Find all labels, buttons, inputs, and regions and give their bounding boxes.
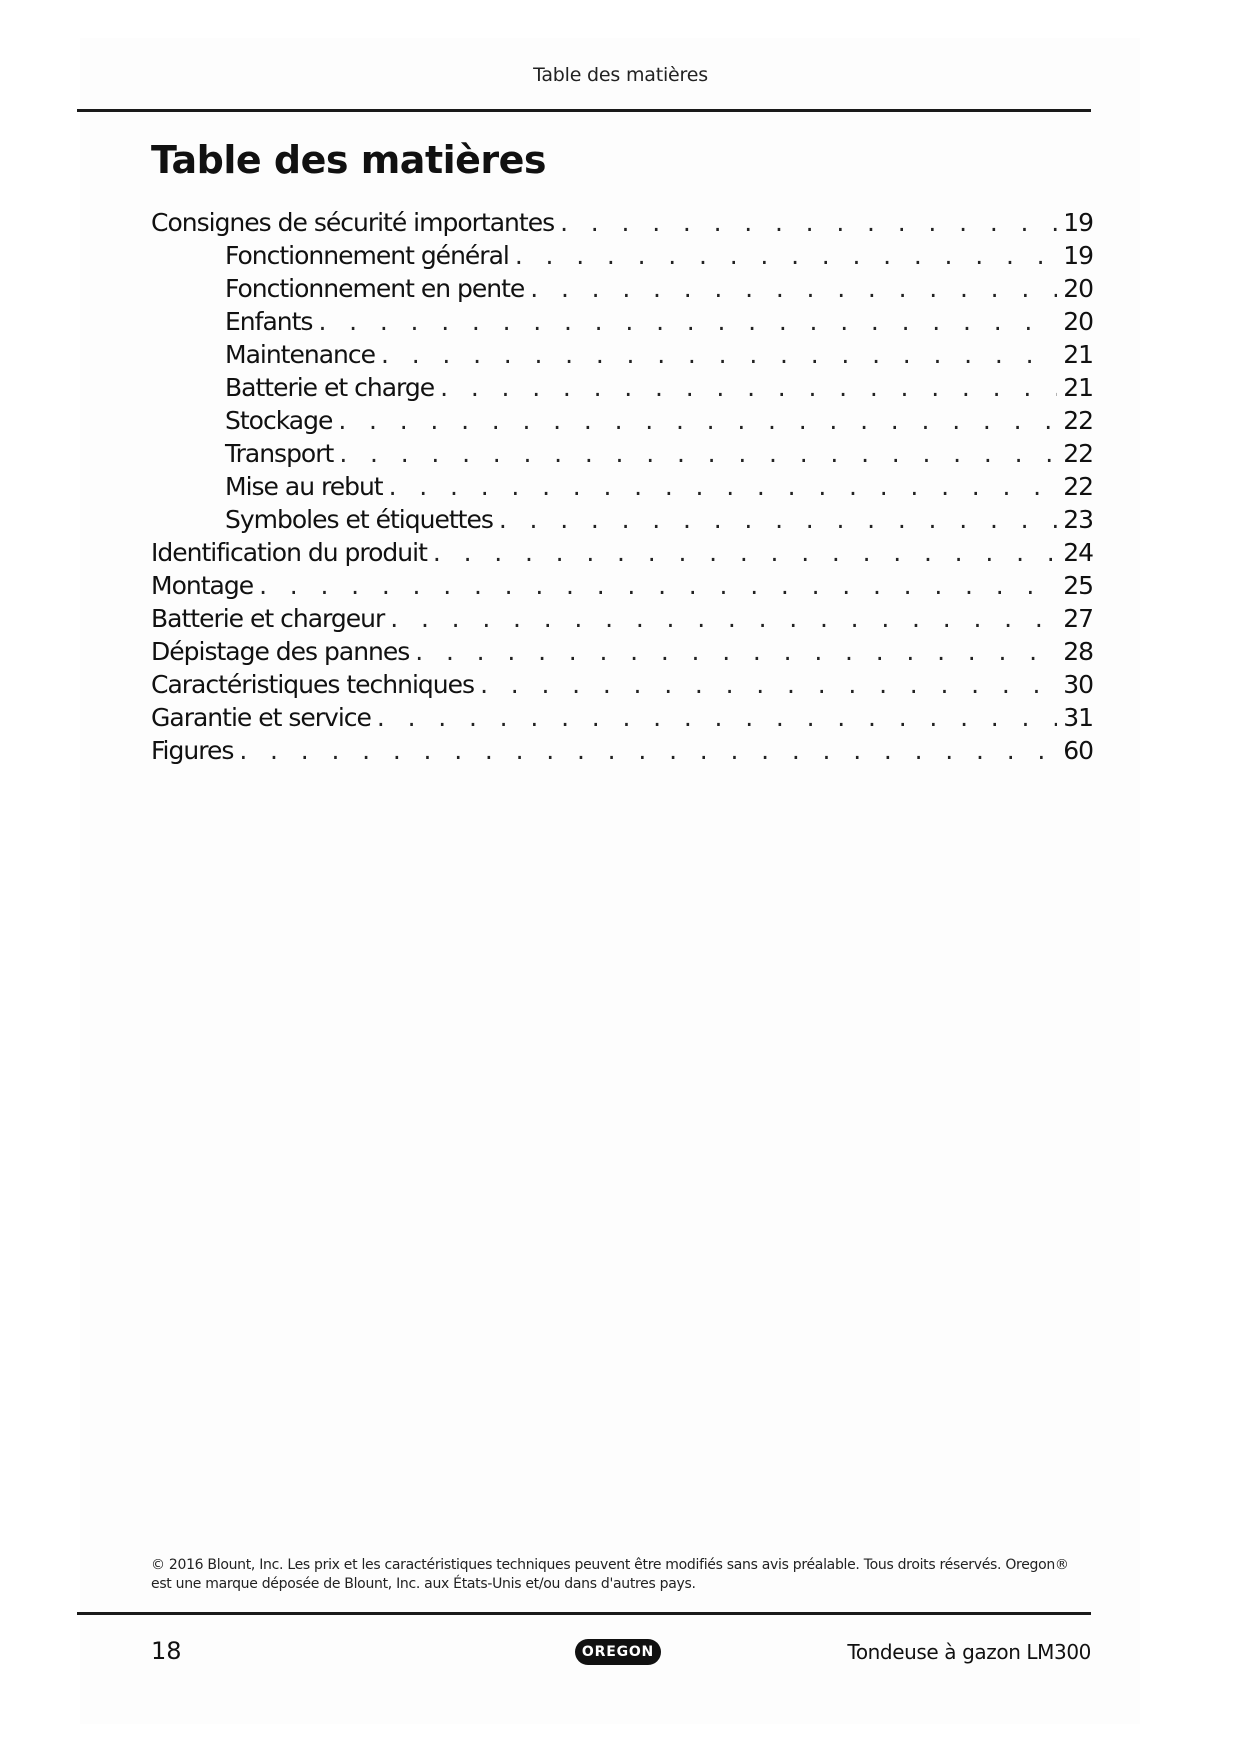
toc-entry[interactable] [151,736,1093,769]
toc-dot-leader [499,505,1057,534]
toc-entry-page: 20 [1063,307,1093,336]
toc-entry-label: Garantie et service [151,703,371,732]
toc-entry-label: Batterie et chargeur [151,604,385,633]
toc-entry[interactable] [151,571,1093,604]
toc-entry[interactable] [151,307,1093,340]
toc-entry-label: Caractéristiques techniques [151,670,475,699]
toc-entry[interactable] [151,505,1093,538]
toc-entry[interactable] [151,703,1093,736]
toc-entry[interactable] [151,241,1093,274]
toc-entry-page: 22 [1063,406,1093,435]
table-of-contents [151,208,1093,769]
toc-entry-page: 22 [1063,472,1093,501]
logo-text: OREGON [581,1644,655,1660]
toc-dot-leader [515,241,1057,270]
toc-entry[interactable] [151,472,1093,505]
toc-entry[interactable] [151,406,1093,439]
toc-entry-page: 19 [1063,208,1093,237]
toc-entry[interactable] [151,670,1093,703]
toc-entry[interactable] [151,439,1093,472]
toc-dot-leader [239,736,1057,765]
footer-rule [77,1612,1091,1615]
toc-entry-page: 60 [1063,736,1093,765]
toc-entry[interactable] [151,274,1093,307]
toc-entry[interactable] [151,538,1093,571]
toc-dot-leader [433,538,1057,567]
toc-dot-leader [339,439,1057,468]
toc-entry-label: Montage [151,571,254,600]
toc-entry[interactable] [151,637,1093,670]
toc-dot-leader [259,571,1057,600]
toc-entry-page: 21 [1063,340,1093,369]
toc-entry-page: 27 [1063,604,1093,633]
running-header: Table des matières [533,64,708,86]
toc-entry-label: Fonctionnement en pente [225,274,525,303]
toc-entry-label: Mise au rebut [225,472,383,501]
toc-entry-label: Enfants [225,307,313,336]
toc-entry-label: Maintenance [225,340,375,369]
header-rule [77,109,1091,112]
toc-entry-label: Symboles et étiquettes [225,505,493,534]
toc-entry-label: Dépistage des pannes [151,637,410,666]
toc-entry-page: 19 [1063,241,1093,270]
page-title: Table des matières [151,138,547,182]
toc-entry-page: 20 [1063,274,1093,303]
toc-entry-label: Consignes de sécurité importantes [151,208,555,237]
toc-dot-leader [530,274,1057,303]
toc-entry[interactable] [151,340,1093,373]
toc-entry[interactable] [151,604,1093,637]
toc-entry-label: Batterie et charge [225,373,435,402]
product-name: Tondeuse à gazon LM300 [847,1640,1091,1664]
toc-entry-page: 22 [1063,439,1093,468]
toc-dot-leader [381,340,1057,369]
toc-entry-label: Transport [225,439,334,468]
toc-entry-label: Identification du produit [151,538,427,567]
toc-dot-leader [377,703,1057,732]
copyright-notice: © 2016 Blount, Inc. Les prix et les caractéristiques techniques peuvent être modifiés sans avis préalable. Tous droits réservés. Oregon® est une marque déposée de Blount, Inc. aux États-Unis et/ou dans d'autres pays. [151,1557,1069,1592]
toc-dot-leader [389,472,1057,501]
toc-dot-leader [318,307,1057,336]
toc-entry-label: Figures [151,736,234,765]
toc-dot-leader [480,670,1057,699]
toc-entry-page: 28 [1063,637,1093,666]
toc-entry-page: 24 [1063,538,1093,567]
toc-dot-leader [338,406,1057,435]
toc-entry-page: 31 [1063,703,1093,732]
oregon-logo [575,1639,661,1665]
toc-entry[interactable] [151,373,1093,406]
toc-entry-page: 23 [1063,505,1093,534]
toc-entry-page: 30 [1063,670,1093,699]
toc-entry-page: 25 [1063,571,1093,600]
page-number: 18 [151,1637,182,1665]
toc-entry-page: 21 [1063,373,1093,402]
toc-entry-label: Fonctionnement général [225,241,509,270]
toc-dot-leader [440,373,1057,402]
toc-dot-leader [390,604,1057,633]
toc-dot-leader [415,637,1057,666]
toc-dot-leader [560,208,1057,237]
toc-entry-label: Stockage [225,406,333,435]
toc-entry[interactable] [151,208,1093,241]
